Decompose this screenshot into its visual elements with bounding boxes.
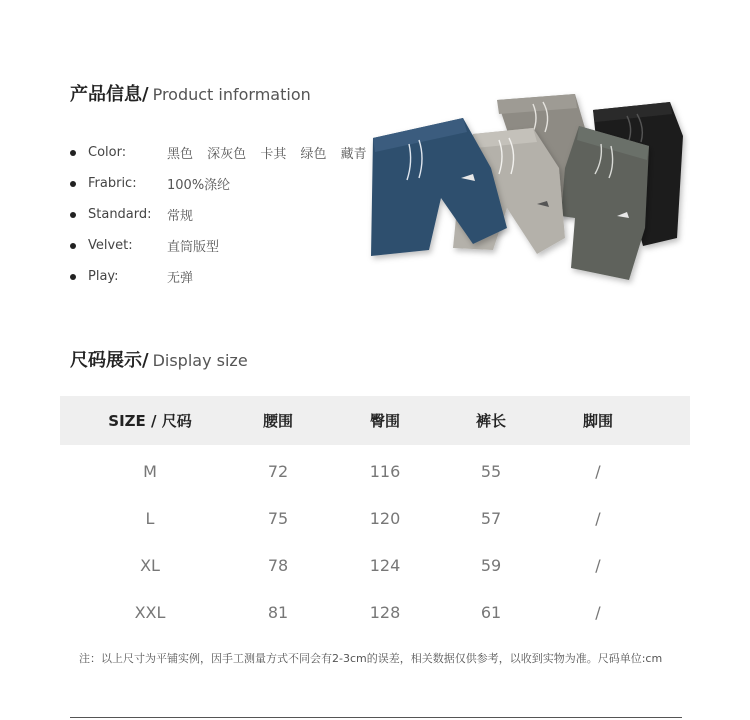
cell-length: 61 (480, 603, 502, 622)
cell-size: L (145, 509, 155, 528)
info-row-velvet (70, 230, 377, 261)
product-info-list (70, 137, 377, 292)
bottom-divider (70, 717, 682, 718)
cell-waist: 75 (267, 509, 289, 528)
info-value: 直筒版型 (167, 240, 220, 255)
product-info-title-en: Product information (152, 85, 311, 104)
cell-leg-opening: / (595, 556, 601, 575)
header-leg-opening: 脚围 (582, 412, 613, 430)
cell-waist: 81 (267, 603, 289, 622)
cell-length: 57 (480, 509, 502, 528)
cell-size: XL (140, 556, 160, 575)
cell-leg-opening: / (595, 462, 601, 481)
product-info-title-zh: 产品信息/ (70, 84, 149, 105)
size-table-body (60, 445, 690, 636)
shorts-green (561, 126, 649, 280)
cell-hip: 128 (369, 603, 401, 622)
cell-size: M (143, 462, 157, 481)
cell-length: 59 (480, 556, 502, 575)
cell-size: XXL (134, 603, 166, 622)
cell-hip: 116 (369, 462, 401, 481)
header-waist: 腰围 (262, 412, 293, 430)
table-row (60, 448, 690, 495)
color-option: 深灰色 (207, 147, 247, 162)
info-value: 无弹 (167, 271, 194, 286)
size-display-title-en: Display size (152, 351, 248, 370)
cell-leg-opening: / (595, 509, 601, 528)
info-row-color (70, 137, 377, 168)
table-row (60, 542, 690, 589)
table-row (60, 495, 690, 542)
bullet-icon (70, 243, 76, 249)
cell-length: 55 (480, 462, 502, 481)
measurement-note: 注：以上尺寸为平铺实例，因手工测量方式不同会有2-3cm的误差，相关数据仅供参考，以收到实物为准。尺码单位:cm (79, 652, 663, 665)
bullet-icon (70, 150, 76, 156)
info-label: Velvet: (88, 238, 133, 253)
product-photo (365, 88, 690, 288)
info-label: Frabric: (88, 176, 137, 191)
header-length: 裤长 (475, 412, 506, 430)
color-option: 绿色 (300, 147, 327, 162)
cell-hip: 124 (369, 556, 401, 575)
header-hip: 臀围 (369, 412, 400, 430)
info-label: Color: (88, 145, 127, 160)
size-table (60, 396, 690, 636)
cell-waist: 78 (267, 556, 289, 575)
info-label: Play: (88, 269, 119, 284)
bullet-icon (70, 274, 76, 280)
info-value: 100%涤纶 (167, 178, 231, 193)
info-row-standard (70, 199, 377, 230)
product-info-title (70, 80, 311, 106)
info-label: Standard: (88, 207, 152, 222)
color-option: 卡其 (260, 147, 287, 162)
size-display-title-zh: 尺码展示/ (70, 350, 149, 371)
info-value: 常规 (167, 209, 194, 224)
table-row (60, 589, 690, 636)
info-row-play (70, 261, 377, 292)
bullet-icon (70, 212, 76, 218)
cell-waist: 72 (267, 462, 289, 481)
info-value (167, 143, 377, 162)
color-option: 藏青 (340, 147, 367, 162)
cell-leg-opening: / (595, 603, 601, 622)
bullet-icon (70, 181, 76, 187)
cell-hip: 120 (369, 509, 401, 528)
size-table-header (60, 396, 690, 445)
info-row-fabric (70, 168, 377, 199)
size-display-title (70, 346, 248, 372)
color-option: 黑色 (167, 147, 194, 162)
header-size: SIZE / 尺码 (108, 412, 192, 430)
